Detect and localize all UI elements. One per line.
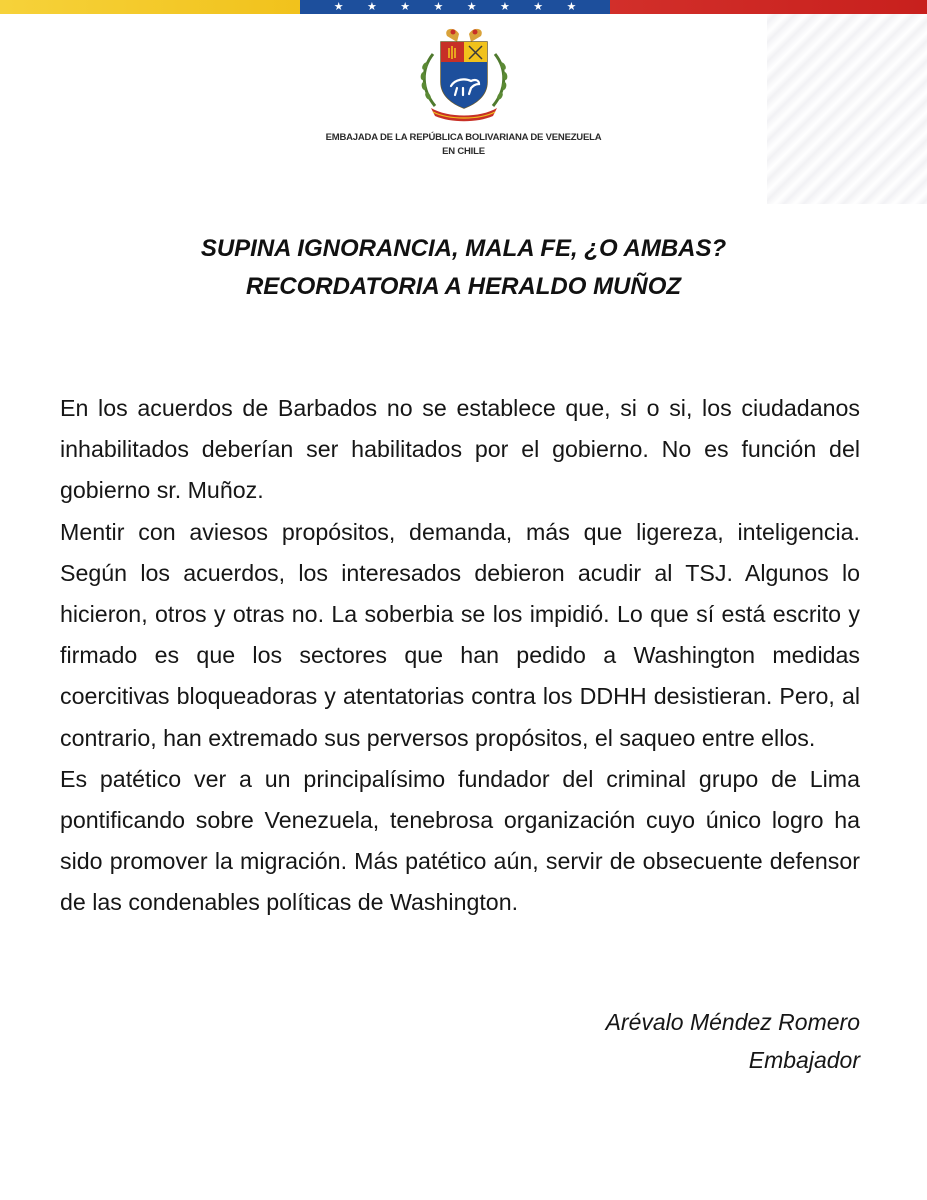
paragraph: En los acuerdos de Barbados no se establece que, si o si, los ciudadanos inhabilitados deberían ser habilitados por el gobierno. No es función del gobierno sr. Muñoz. [60, 395, 860, 504]
title-line-2: RECORDATORIA A HERALDO MUÑOZ [245, 273, 682, 300]
embassy-name: EMBAJADA DE LA REPÚBLICA BOLIVARIANA DE VENEZUELA [325, 132, 602, 143]
star-icon: ★ [466, 0, 477, 13]
signature-block [606, 1003, 860, 1079]
star-icon: ★ [400, 0, 411, 13]
signatory-role: Embajador [748, 1047, 860, 1073]
star-icon: ★ [533, 0, 544, 13]
paragraph: Es patético ver a un principalísimo fundador del criminal grupo de Lima pontificando sobre Venezuela, tenebrosa organización cuyo único logro ha sido promover la migración. Más patético aún, servir de obsecuente defensor de las condenables políticas de Washington. [60, 765, 860, 916]
embassy-country: EN CHILE [442, 146, 485, 157]
star-icon: ★ [433, 0, 444, 13]
flag-yellow-stripe [0, 0, 300, 14]
statement-body [60, 388, 860, 924]
star-icon: ★ [333, 0, 344, 13]
flag-band [0, 0, 927, 14]
signatory-name: Arévalo Méndez Romero [605, 1009, 860, 1035]
title-line-1: SUPINA IGNORANCIA, MALA FE, ¿O AMBAS? [200, 235, 727, 262]
corner-watermark [767, 14, 927, 204]
document-title [0, 230, 927, 306]
coat-of-arms-icon [413, 24, 515, 124]
paragraph: Mentir con aviesos propósitos, demanda, más que ligereza, inteligencia. Según los acuerdos, los interesados debieron acudir al TSJ. Algunos lo hicieron, otros y otras no. La soberbia se los impidió. Lo que sí está escrito y firmado es que los sectores que han pedido a Washington medidas coercitivas bloqueadoras y atentatorias contra los DDHH desistieran. Pero, al contrario, han extremado sus perversos propósitos, el saqueo entre ellos. [60, 518, 860, 751]
star-icon: ★ [566, 0, 577, 13]
star-icon: ★ [366, 0, 377, 13]
star-icon: ★ [499, 0, 510, 13]
embassy-heading [0, 131, 927, 159]
flag-blue-stripe [300, 0, 610, 14]
flag-red-stripe [610, 0, 927, 14]
